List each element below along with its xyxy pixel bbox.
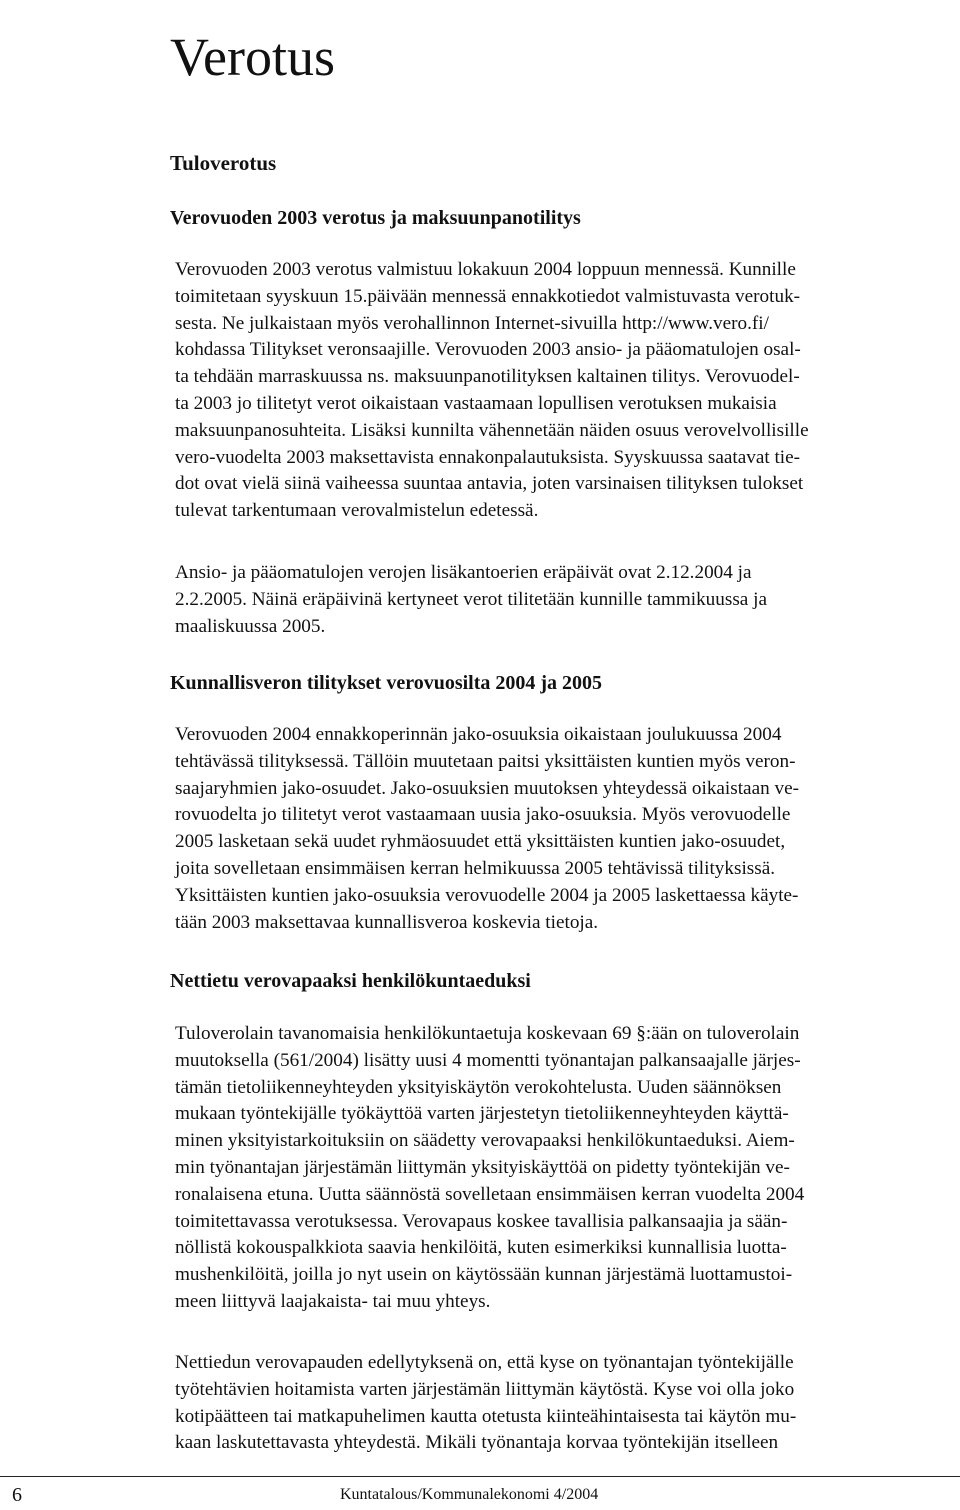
text-line: Nettiedun verovapauden edellytyksenä on, että kyse on työnantajan työntekijälle [175,1352,794,1373]
text-line: toimitetaan syyskuun 15.päivään mennessä ennakkotiedot valmistuvasta verotuk- [175,285,801,307]
paragraph-lisakantoerat [175,560,935,640]
text-line: Ansio- ja pääomatulojen verojen lisäkantoerien eräpäivät ovat 2.12.2004 ja [175,562,752,583]
footer-divider [0,1476,960,1477]
paragraph-jako-osuudet [175,722,935,936]
text-line: ronalaisena etuna. Uutta säännöstä sovelletaan ensimmäisen kerran vuodelta 2004 [175,1183,805,1205]
text-line: tämän tietoliikenneyhteyden yksityiskäytön verokohtelusta. Uuden säännöksen [175,1076,782,1098]
text-line: Verovuoden 2003 verotus valmistuu lokakuun 2004 loppuun mennessä. Kunnille [175,259,796,280]
text-line: muutoksella (561/2004) lisätty uusi 4 momentti työnantajan palkansaajalle järjes- [175,1049,801,1071]
text-line: Verovuoden 2004 ennakkoperinnän jako-osuuksia oikaistaan joulukuussa 2004 [175,724,782,745]
text-line: saajaryhmien jako-osuudet. Jako-osuuksien muutoksen yhteydessä oikaistaan ve- [175,777,799,799]
page-title: Verotus [170,27,335,87]
paragraph-henkilokuntaedut [175,1021,935,1316]
text-line: 2.2.2005. Näinä eräpäivinä kertyneet verot tilitetään kunnille tammikuussa ja [175,588,767,610]
text-line: ta 2003 jo tilitetyt verot oikaistaan vastaamaan lopullisen verotuksen mukaisia [175,392,777,414]
text-line: vero-vuodelta 2003 maksettavista ennakonpalautuksista. Syyskuussa saatavat tie- [175,446,801,468]
text-line: tulevat tarkentumaan verovalmistelun edetessä. [175,500,539,522]
text-line: työtehtävien hoitamista varten järjestämän liittymän käytöstä. Kyse voi olla joko [175,1378,795,1400]
text-line: kohdassa Tilitykset veronsaajille. Verovuoden 2003 ansio- ja pääomatulojen osal- [175,339,801,361]
text-line: minen yksityistarkoituksiin on säädetty verovapaaksi henkilökuntaeduksi. Aiem- [175,1130,795,1152]
footer-publication: Kuntatalous/Kommunalekonomi 4/2004 [340,1486,599,1503]
text-line: nöllistä kokouspalkkiota saavia henkilöitä, kuten esimerkiksi kunnallisia luotta- [175,1237,787,1259]
page-number: 6 [12,1484,22,1506]
text-line: ta tehdään marraskuussa ns. maksuunpanotilityksen kaltainen tilitys. Verovuodel- [175,366,800,388]
text-line: meen liittyvä laajakaista- tai muu yhteys. [175,1290,491,1312]
text-line: mukaan työntekijälle työkäyttöä varten järjestetyn tietoliikenneyhteyden käyttä- [175,1103,789,1125]
text-line: maaliskuussa 2005. [175,615,326,637]
text-line: min työnantajan järjestämän liittymän yksityiskäyttöä on pidetty työntekijän ve- [175,1156,790,1178]
text-line: rovuodelta jo tilitetyt verot vastaamaan uusia jako-osuuksia. Myös verovuodelle [175,804,791,826]
subheading-kunnallisveron-tilitykset: Kunnallisveron tilitykset verovuosilta 2004 ja 2005 [170,672,603,694]
subheading-nettietu: Nettietu verovapaaksi henkilökuntaeduksi [170,970,531,992]
text-line: sesta. Ne julkaistaan myös verohallinnon Internet-sivuilla http://www.vero.fi/ [175,312,769,334]
text-line: kotipäätteen tai matkapuhelimen kautta otetusta kiinteähintaisesta tai käytön mu- [175,1405,797,1427]
text-line: dot ovat vielä siinä vaiheessa suuntaa antavia, joten varsinaisen tilityksen tulokset [175,473,804,495]
text-line: 2005 lasketaan sekä uudet ryhmäosuudet että yksittäisten kuntien jako-osuudet, [175,831,786,853]
text-line: kaan laskutettavasta yhteydestä. Mikäli työnantaja korvaa työntekijän itselleen [175,1432,779,1454]
text-line: maksuunpanosuhteita. Lisäksi kunnilta vähennetään näiden osuus verovelvollisille [175,419,809,441]
paragraph-verotus-2003 [175,257,935,525]
text-line: mushenkilöitä, joilla jo nyt usein on käytössään kunnan järjestämä luottamustoi- [175,1264,793,1286]
section-heading-tuloverotus: Tuloverotus [170,151,277,175]
text-line: Yksittäisten kuntien jako-osuuksia verovuodelle 2004 ja 2005 laskettaessa käyte- [175,884,799,906]
text-line: joita sovelletaan ensimmäisen kerran helmikuussa 2005 tehtävissä tilityksissä. [175,857,776,879]
paragraph-nettiedun-edellytys [175,1350,935,1457]
text-line: Tuloverolain tavanomaisia henkilökuntaetuja koskevaan 69 §:ään on tuloverolain [175,1023,800,1044]
text-line: tehtävässä tilityksessä. Tällöin muutetaan paitsi yksittäisten kuntien myös veron- [175,750,796,772]
subheading-verovuoden-2003: Verovuoden 2003 verotus ja maksuunpanotilitys [170,207,581,229]
text-line: tään 2003 maksettavaa kunnallisveroa koskevia tietoja. [175,911,599,933]
text-line: toimitettavassa verotuksessa. Verovapaus koskee tavallisia palkansaajia ja sään- [175,1210,788,1232]
